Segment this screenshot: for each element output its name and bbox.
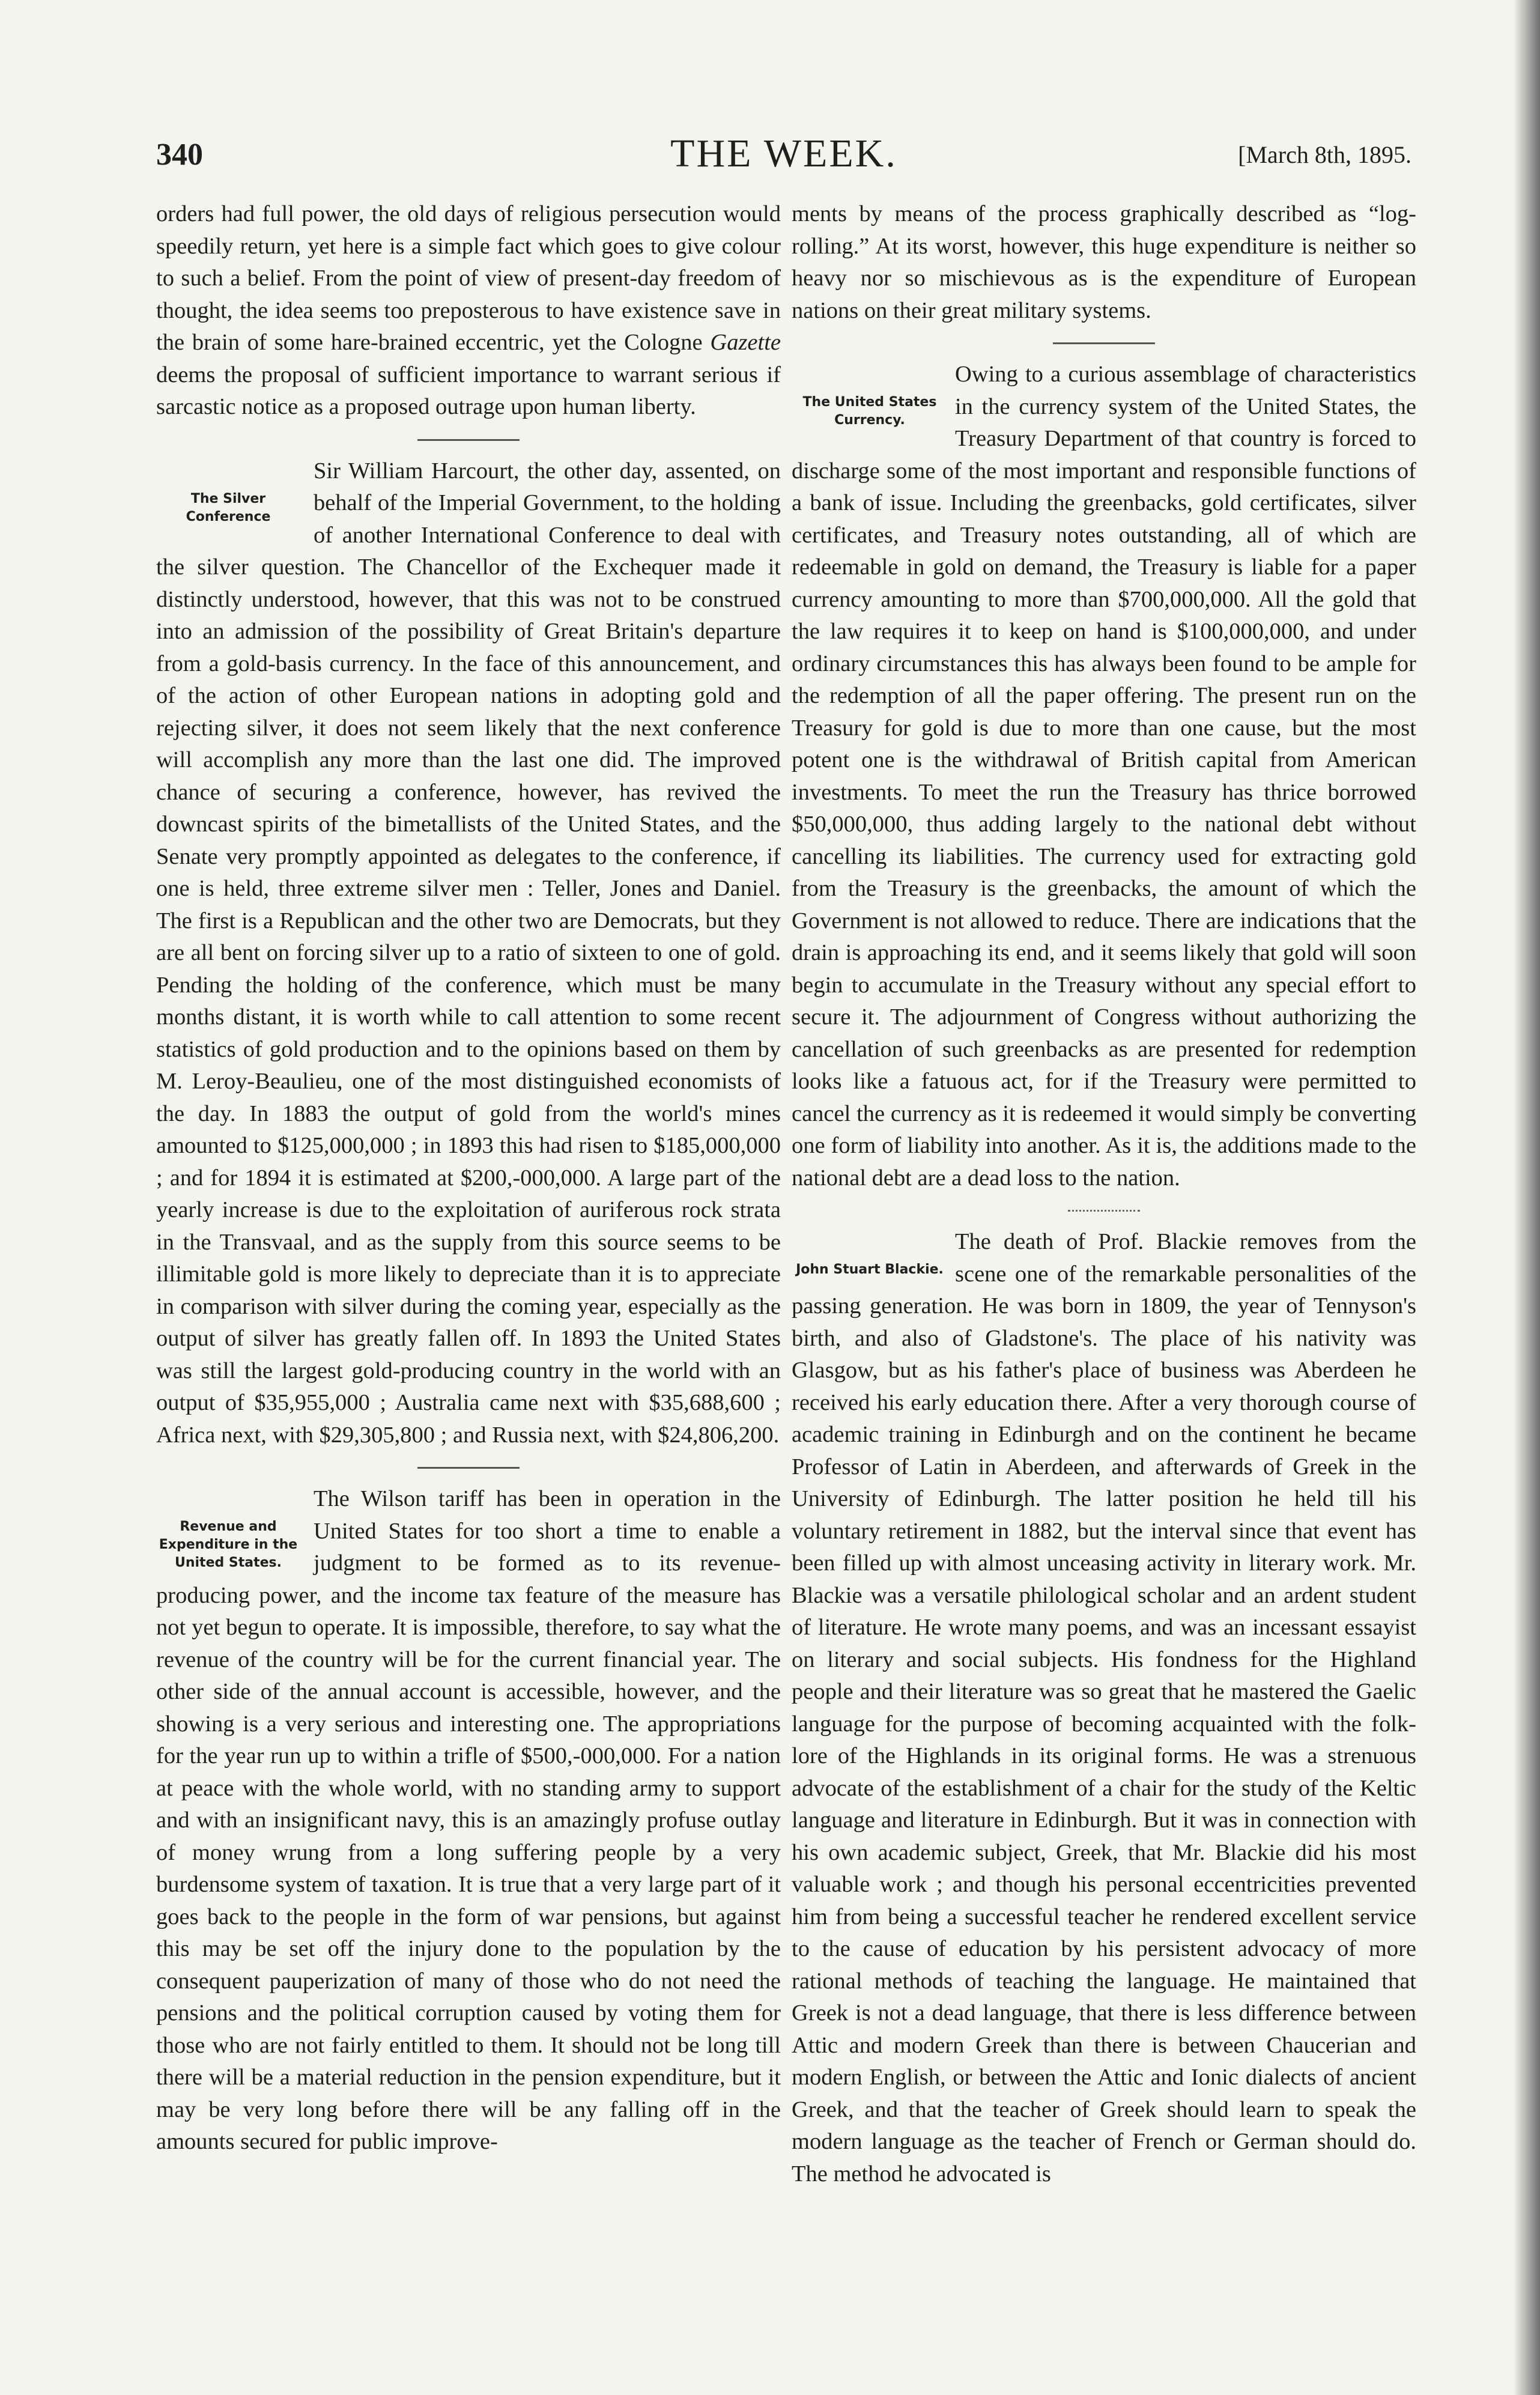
left-column: [156, 198, 781, 2158]
revenue-text: The Wilson tariff has been in operation in the United States for too short a time to enable a judgment to be formed as to its revenue-producing power, and the income tax feature of the measure has not yet begun to operate. It is impossible, therefore, to say what the revenue of the country will be for the current financial year. The other side of the annual account is accessible, however, and the showing is a very serious and interesting one. The appropriations for the year run up to within a trifle of $500,-000,000. For a nation at peace with the whole world, with no standing army to support and with an insignificant navy, this is an amazingly profuse outlay of money wrung from a long suffering people by a very burdensome system of taxation. It is true that a very large part of it goes back to the people in the form of war pensions, but against this may be set off the injury done to the population by the consequent pauperization of many of those who do not need the pensions and the political corruption caused by voting them for those who are not fairly entitled to them. It should not be long till there will be a material reduction in the pension expenditure, but it may be very long before there will be any falling off in the amounts secured for public improve-: [156, 1486, 781, 2154]
section-silver-conference: [156, 455, 781, 1452]
side-heading-silver-conference: The Silver Conference: [186, 491, 271, 524]
side-heading-blackie: John Stuart Blackie.: [796, 1262, 944, 1277]
side-heading-revenue: Revenue and Expenditure in the United States.: [159, 1519, 298, 1570]
right-column: [792, 198, 1416, 2190]
side-heading-currency: The United States Currency.: [802, 395, 937, 428]
blackie-text: The death of Prof. Blackie removes from the scene one of the remarkable personalities of the passing generation. He was born in 1809, the year of Tennyson's birth, and also of Gladstone's. The place of his nativity was Glasgow, but as his father's place of business was Aberdeen he received his early education there. After a very thorough course of academic training in Edinburgh and on the continent he became Professor of Latin in Aberdeen, and afterwards of Greek in the University of Edinburgh. The latter position he held till his voluntary retirement in 1882, but the interval since that event has been filled up with almost unceasing activity in literary work. Mr. Blackie was a versatile philological scholar and an ardent student of literature. He wrote many poems, and was an incessant essayist on literary and social subjects. His fondness for the Highland people and their literature was so great that he mastered the Gaelic language for the purpose of becoming acquainted with the folk-lore of the Highlands in its original forms. He was a strenuous advocate of the establishment of a chair for the study of the Keltic language and literature in Edinburgh. But it was in connection with his own academic subject, Greek, that Mr. Blackie did his most valuable work ; and though his personal eccentricities prevented him from being a successful teacher he rendered excellent service to the cause of education by his persistent advocacy of more rational methods of teaching the language. He maintained that Greek is not a dead language, that there is less difference between Attic and modern Greek than there is between Chaucerian and modern English, or between the Attic and Ionic dialects of ancient Greek, and that the teacher of Greek should learn to speak the modern language as the teacher of French or German should do. The method he advocated is: [792, 1229, 1416, 2187]
section-divider: [1068, 1210, 1140, 1212]
section-currency: [792, 359, 1416, 1194]
publication-title: THE WEEK.: [670, 132, 897, 175]
page-number: 340: [156, 138, 203, 172]
currency-text: Owing to a curious assemblage of characteristics in the currency system of the United States, the Treasury Department of that country is forced to discharge some of the most important and responsible functions of a bank of issue. Including the greenbacks, gold certificates, silver certificates, and Treasury notes outstanding, all of which are redeemable in gold on demand, the Treasury is liable for a paper currency amounting to more than $700,000,000. All the gold that the law requires it to keep on hand is $100,000,000, and under ordinary circumstances this has always been found to be ample for the redemption of all the paper offering. The present run on the Treasury for gold is due to more than one cause, but the most potent one is the withdrawal of British capital from American investments. To meet the run the Treasury has thrice borrowed $50,000,000, thus adding largely to the national debt without cancelling its liabilities. The currency used for extracting gold from the Treasury is the greenbacks, the amount of which the Government is not allowed to reduce. There are indications that the drain is approaching its end, and it seems likely that gold will soon begin to accumulate in the Treasury without any special effort to secure it. The adjournment of Congress without authorizing the cancellation of such greenbacks as are presented for redemption looks like a fatuous act, for if the Treasury were permitted to cancel the currency as it is redeemed it would simply be converting one form of liability into another. As it is, the additions made to the national debt are a dead loss to the nation.: [792, 362, 1416, 1191]
section-divider: [1053, 342, 1155, 344]
silver-conference-text: Sir William Harcourt, the other day, assented, on behalf of the Imperial Government, to the holding of another International Conference to deal with the silver question. The Chancellor of the Exchequer made it distinctly understood, however, that this was not to be construed into an admission of the possibility of Great Britain's departure from a gold-basis currency. In the face of this announcement, and of the action of other European nations in adopting gold and rejecting silver, it does not seem likely that the next conference will accomplish any more than the last one did. The improved chance of securing a conference, however, has revived the downcast spirits of the bimetallists of the United States, and the Senate very promptly appointed as delegates to the conference, if one is held, three extreme silver men : Teller, Jones and Daniel. The first is a Republican and the other two are Democrats, but they are all bent on forcing silver up to a ratio of sixteen to one of gold. Pending the holding of the conference, which must be many months distant, it is worth while to call attention to some recent statistics of gold production and to the opinions based on them by M. Leroy-Beaulieu, one of the most distinguished economists of the day. In 1883 the output of gold from the world's mines amounted to $125,000,000 ; in 1893 this had risen to $185,000,000 ; and for 1894 it is estimated at $200,-000,000. A large part of the yearly increase is due to the exploitation of auriferous rock strata in the Transvaal, and as the supply from this source seems to be illimitable gold is more likely to depreciate than it is to appreciate in comparison with silver during the coming year, especially as the output of silver has greatly fallen off. In 1893 the United States was still the largest gold-producing country in the world with an output of $35,955,000 ; Australia came next with $35,688,600 ; Africa next, with $29,305,800 ; and Russia next, with $24,806,200.: [156, 458, 781, 1448]
section-divider: [417, 439, 520, 441]
gazette-italic: Gazette: [710, 330, 781, 355]
section-blackie: [792, 1226, 1416, 2190]
section-divider: [417, 1467, 520, 1469]
continuation-paragraph: ments by means of the process graphically described as “log-rolling.” At its worst, however, this huge expenditure is neither so heavy nor so mischievous as is the expenditure of European nations on their great military systems.: [792, 201, 1416, 323]
section-revenue: [156, 1483, 781, 2158]
page-edge-shadow: [1514, 0, 1540, 2395]
intro-paragraph: orders had full power, the old days of religious persecution would speedily return, yet here is a simple fact which goes to give colour to such a belief. From the point of view of present-day freedom of thought, the idea seems too preposterous to have existence save in the brain of some hare-brained eccentric, yet the Cologne Gazette deems the proposal of sufficient importance to warrant serious if sarcastic notice as a proposed outrage upon human liberty.: [156, 201, 781, 419]
issue-date: [March 8th, 1895.: [1238, 141, 1411, 168]
page-header: [156, 132, 1411, 185]
